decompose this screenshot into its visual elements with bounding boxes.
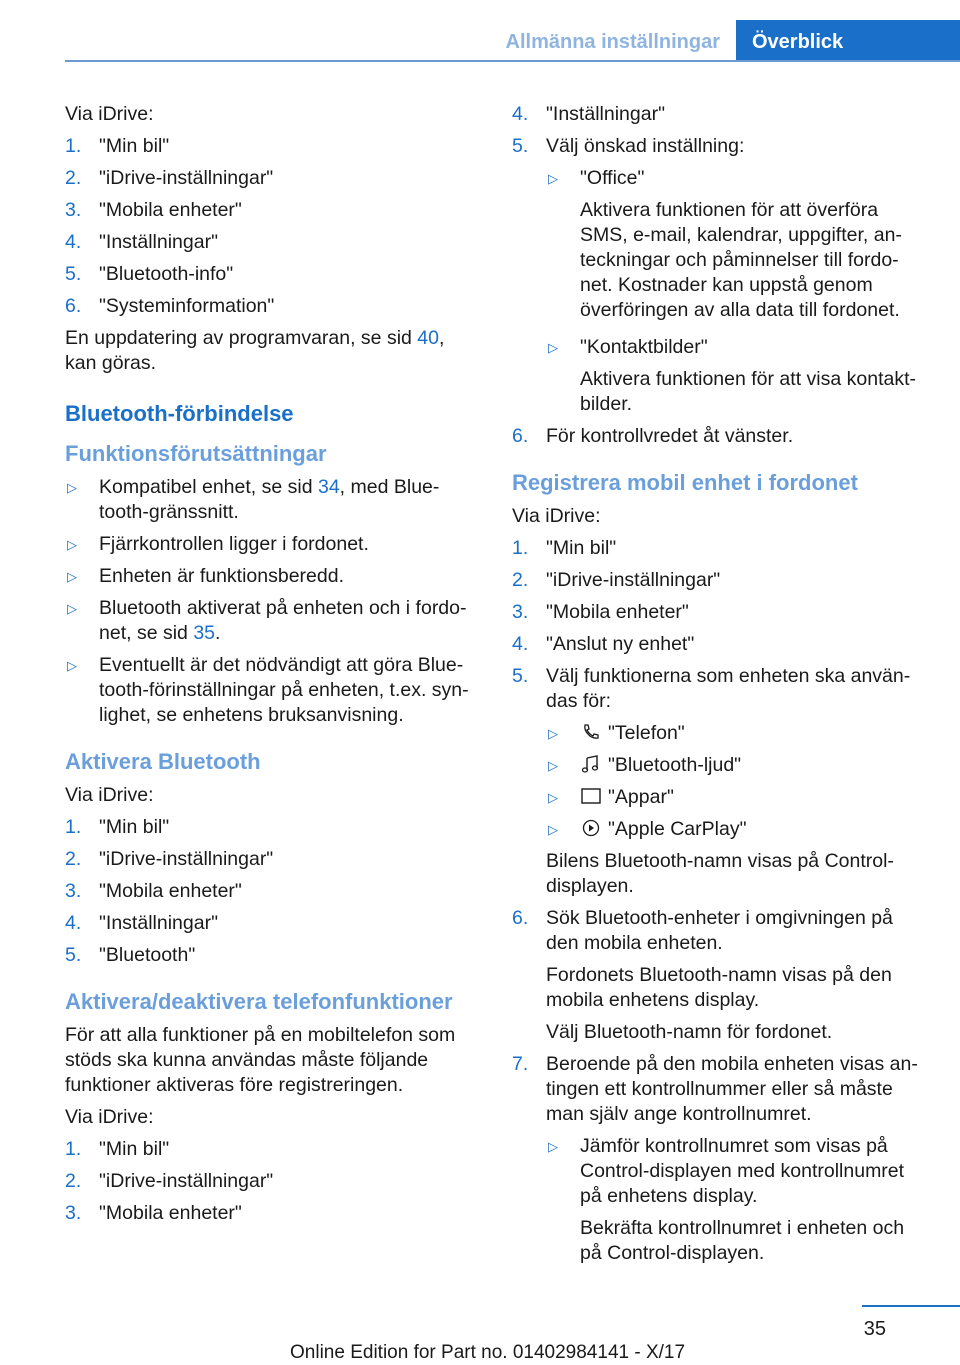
carplay-icon — [580, 818, 602, 838]
list-item: 1. "Min bil" — [512, 537, 617, 559]
settings-sublist — [546, 166, 928, 417]
list-item: ▷ Enheten är funktionsberedd. — [67, 565, 345, 587]
page-header — [0, 0, 960, 62]
list-item: 3. "Mobila enheter" — [65, 1202, 242, 1224]
list-item: 4. "Inställningar" — [65, 912, 218, 934]
heading-register-device: Registrera mobil enhet i fordonet — [512, 470, 858, 495]
intro-text: Via iDrive: — [65, 784, 154, 806]
list-item: 5. Välj önskad inställning: ▷ "Office" Aktivera funktionen för att överföra SMS, e-mail, kalendrar, uppgifter, an-teckningar och påminnelser till fordo-net. Kostnader kan uppstå genom överföringen av alla data till fordonet. ▷ "Kontaktbilder" Aktivera funktionen för att visa kontakt-bilder. — [512, 134, 928, 417]
steps-list-2 — [65, 815, 477, 968]
list-item: 3. "Mobila enheter" — [65, 880, 242, 902]
list-item: ▷ Kompatibel enhet, se sid 34, med Blue-tooth-gränssnitt. — [67, 476, 440, 523]
list-item: 6. Sök Bluetooth-enheter i omgivningen på den mobila enheten. Fordonets Bluetooth-namn visas på den mobila enhetens display. Välj Bluetooth-namn för fordonet. — [512, 907, 893, 1043]
list-item: ▷ "Apple CarPlay" — [548, 818, 747, 840]
footer-rule — [862, 1305, 960, 1307]
page-link-34[interactable]: 34 — [317, 476, 340, 498]
list-item: ▷ Eventuellt är det nödvändigt att göra Blue-tooth-förinställningar på enheten, t.ex. syn-lighet, se enhetens bruksanvisning. — [67, 654, 469, 726]
heading-bluetooth-connection: Bluetooth-förbindelse — [65, 401, 294, 426]
check-sublist — [546, 1134, 928, 1266]
list-item: 3. "Mobila enheter" — [512, 601, 689, 623]
requirements-list — [65, 475, 477, 728]
heading-phone-functions: Aktivera/deaktivera telefonfunktioner — [65, 989, 453, 1014]
update-text: En uppdatering av programvaran, se sid 40, kan göras. — [65, 327, 445, 374]
heading-requirements: Funktionsförutsättningar — [65, 441, 327, 466]
phone-icon — [580, 722, 602, 742]
right-column — [512, 102, 928, 1273]
phone-text: För att alla funktioner på en mobiltelefon som stöds ska kunna användas måste följande funktioner aktiveras före registreringen. — [65, 1024, 456, 1096]
list-item: 2. "iDrive-inställningar" — [512, 569, 721, 591]
intro-text: Via iDrive: — [65, 103, 154, 125]
list-item: 1. "Min bil" — [65, 1138, 170, 1160]
steps-list-3 — [65, 1137, 477, 1226]
list-item: 4. "Inställningar" — [65, 231, 218, 253]
steps-list-cont — [512, 102, 928, 449]
page-link-40[interactable]: 40 — [417, 327, 439, 349]
header-section: Allmänna inställningar — [505, 31, 720, 53]
list-item: 6. "Systeminformation" — [65, 295, 275, 317]
list-item: ▷ "Appar" — [548, 786, 674, 808]
music-note-icon — [580, 754, 602, 774]
list-item: 3. "Mobila enheter" — [65, 199, 242, 221]
list-item: 7. Beroende på den mobila enheten visas an-tingen ett kontrollnummer eller så måste man själv ange kontrollnumret. ▷ Jämför kontrollnumret som visas på Control-displayen med kontrollnumret på enhetens display. Bekräfta kontrollnumret i enheten och på Control-displayen. — [512, 1052, 928, 1266]
list-item: 5. Välj funktionerna som enheten ska använ-das för: ▷ "Telefon" ▷ "Bluetooth-ljud" ▷ "Appar" ▷ "Apple CarPlay" Bilens Bluetooth-namn visas på Control-displayen. — [512, 664, 928, 899]
page-number: 35 — [863, 1318, 886, 1340]
list-item: ▷ "Kontaktbilder" Aktivera funktionen för att visa kontakt-bilder. — [548, 336, 916, 415]
register-steps-list — [512, 536, 928, 1266]
list-item: ▷ Bluetooth aktiverat på enheten och i fordo-net, se sid 35. — [67, 597, 467, 644]
list-item: ▷ "Office" Aktivera funktionen för att överföra SMS, e-mail, kalendrar, uppgifter, an-teckningar och påminnelser till fordo-net. Kostnader kan uppstå genom överföringen av alla data till fordonet. — [548, 167, 902, 321]
intro-text: Via iDrive: — [512, 505, 601, 527]
functions-sublist — [546, 721, 928, 842]
list-item: ▷ Jämför kontrollnumret som visas på Control-displayen med kontrollnumret på enhetens display. Bekräfta kontrollnumret i enheten och på Control-displayen. — [548, 1135, 905, 1264]
header-tab: Överblick — [736, 20, 960, 62]
header-rule — [65, 60, 960, 62]
list-item: 2. "iDrive-inställningar" — [65, 1170, 274, 1192]
list-item: ▷ "Telefon" — [548, 722, 685, 744]
list-item: 6. För kontrollvredet åt vänster. — [512, 425, 794, 447]
list-item: 2. "iDrive-inställningar" — [65, 848, 274, 870]
list-item: 4. "Anslut ny enhet" — [512, 633, 695, 655]
heading-activate-bluetooth: Aktivera Bluetooth — [65, 749, 261, 774]
intro-text: Via iDrive: — [65, 1106, 154, 1128]
left-column — [65, 102, 477, 1233]
list-item: 5. "Bluetooth" — [65, 944, 196, 966]
list-item: 1. "Min bil" — [65, 816, 170, 838]
list-item: ▷ Fjärrkontrollen ligger i fordonet. — [67, 533, 369, 555]
list-item: 1. "Min bil" — [65, 135, 170, 157]
list-item: 2. "iDrive-inställningar" — [65, 167, 274, 189]
apps-icon — [580, 786, 602, 806]
list-item: ▷ "Bluetooth-ljud" — [548, 754, 742, 776]
list-item: 5. "Bluetooth-info" — [65, 263, 234, 285]
edition-text: Online Edition for Part no. 01402984141 - X/17 — [290, 1342, 686, 1363]
steps-list-1 — [65, 134, 477, 319]
list-item: 4. "Inställningar" — [512, 103, 665, 125]
page-link-35[interactable]: 35 — [193, 622, 216, 644]
